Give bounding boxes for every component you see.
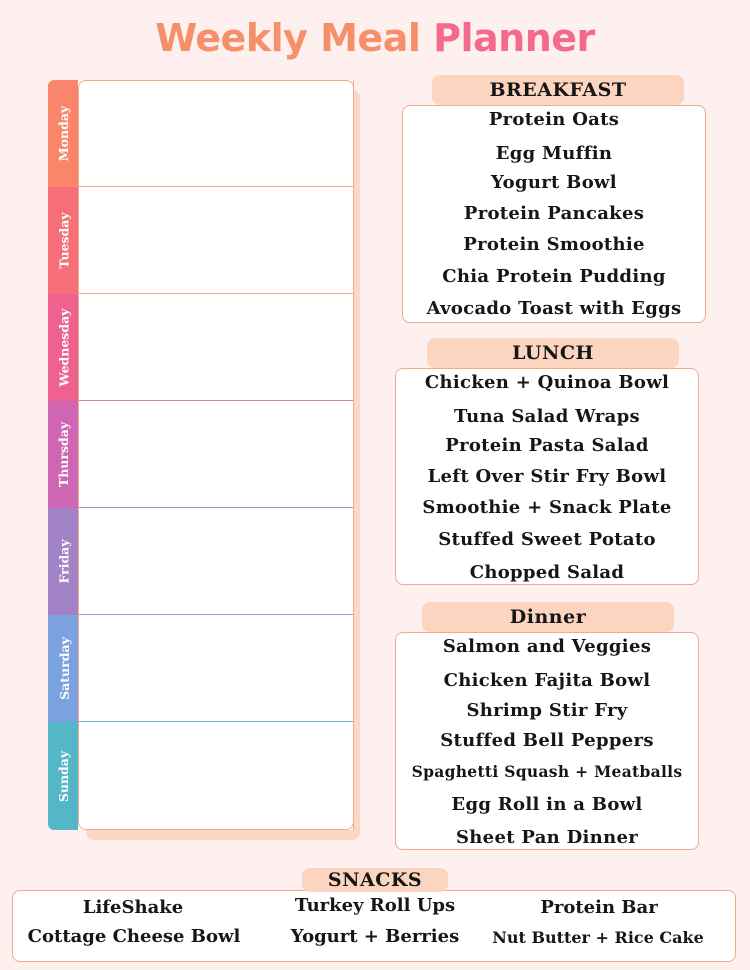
title-part-2: Planner [433,16,595,60]
breakfast-card [402,105,706,323]
dinner-item: Shrimp Stir Fry [466,700,628,721]
day-tab-tuesday [48,187,80,294]
breakfast-item: Egg Muffin [495,143,613,164]
dinner-item: Sheet Pan Dinner [456,827,638,848]
breakfast-item: Protein Smoothie [463,234,645,255]
breakfast-item: Protein Pancakes [463,203,645,224]
lunch-item: Protein Pasta Salad [445,435,649,456]
day-tab-saturday [48,615,80,722]
day-entry-wednesday[interactable] [78,294,354,401]
snack-item: LifeShake [82,897,184,918]
lunch-item: Smoothie + Snack Plate [422,497,672,518]
day-entry-sunday[interactable] [78,722,354,830]
day-label: Wednesday [56,308,72,387]
day-entry-monday[interactable] [78,80,354,187]
day-row-wednesday [48,294,354,401]
snack-item: Yogurt + Berries [290,926,460,947]
day-row-tuesday [48,187,354,294]
day-tab-monday [48,80,80,187]
dinner-card [395,632,699,850]
lunch-heading: LUNCH [427,338,679,368]
day-row-thursday [48,401,354,508]
snacks-heading: SNACKS [302,868,448,892]
lunch-item: Left Over Stir Fry Bowl [427,466,667,487]
week-grid [48,80,354,830]
page-title [0,16,750,60]
day-entry-saturday[interactable] [78,615,354,722]
lunch-card [395,368,699,585]
day-row-friday [48,508,354,615]
breakfast-item: Yogurt Bowl [491,172,617,193]
lunch-item: Tuna Salad Wraps [454,406,640,427]
dinner-item: Chicken Fajita Bowl [443,670,651,691]
lunch-item: Chopped Salad [469,562,625,583]
day-label: Monday [56,105,72,162]
lunch-item: Chicken + Quinoa Bowl [424,372,670,393]
dinner-heading: Dinner [422,602,674,632]
breakfast-item: Chia Protein Pudding [442,266,666,287]
title-part-1: Weekly Meal [155,16,421,60]
day-label: Saturday [56,637,72,700]
day-tab-thursday [48,401,80,508]
day-label: Tuesday [56,212,72,269]
dinner-item: Egg Roll in a Bowl [451,794,643,815]
dinner-item: Stuffed Bell Peppers [440,730,654,751]
day-tab-sunday [48,722,80,830]
day-row-sunday [48,722,354,830]
breakfast-item: Protein Oats [488,109,620,130]
snack-item: Protein Bar [540,897,658,918]
snacks-card [12,890,736,962]
breakfast-heading: BREAKFAST [432,75,684,105]
snack-item: Cottage Cheese Bowl [27,926,241,947]
snack-item: Nut Butter + Rice Cake [492,928,704,947]
dinner-item: Spaghetti Squash + Meatballs [411,762,683,781]
day-tab-wednesday [48,294,80,401]
day-entry-tuesday[interactable] [78,187,354,294]
lunch-item: Stuffed Sweet Potato [438,529,656,550]
breakfast-item: Avocado Toast with Eggs [426,298,682,319]
day-label: Sunday [56,750,72,802]
day-entry-thursday[interactable] [78,401,354,508]
day-row-monday [48,80,354,187]
day-label: Friday [56,539,72,584]
snack-item: Turkey Roll Ups [294,895,456,916]
day-row-saturday [48,615,354,722]
dinner-item: Salmon and Veggies [442,636,652,657]
day-entry-friday[interactable] [78,508,354,615]
day-tab-friday [48,508,80,615]
day-label: Thursday [56,421,72,488]
